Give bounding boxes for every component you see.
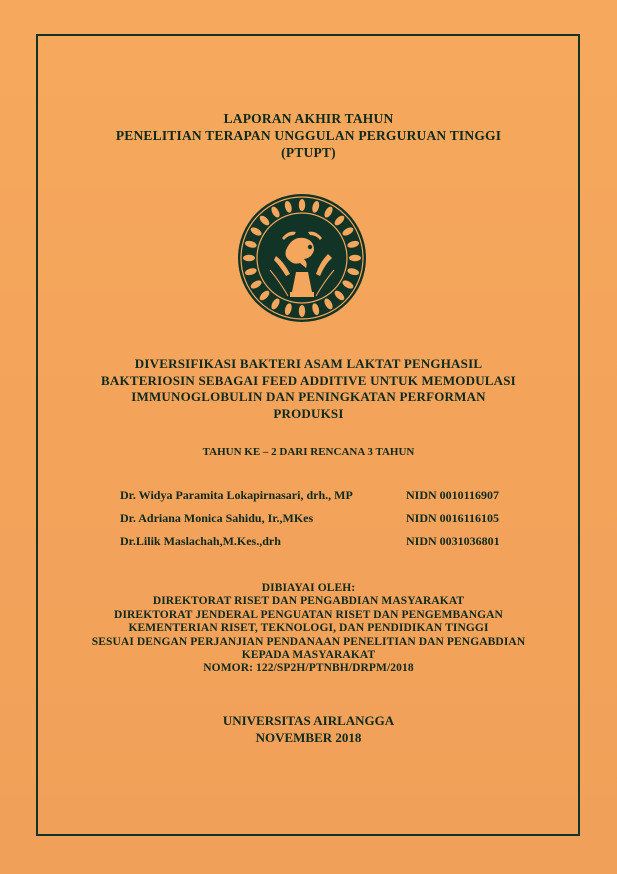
report-title-line: PENELITIAN TERAPAN UNGGULAN PERGURUAN TINGGI <box>115 128 502 143</box>
funding-line: DIREKTORAT RISET DAN PENGABDIAN MASYARAKAT <box>152 595 465 608</box>
author-row <box>120 486 560 509</box>
year-info: TAHUN KE – 2 DARI RENCANA 3 TAHUN <box>202 446 415 458</box>
funding-line: KEMENTERIAN RISET, TEKNOLOGI, DAN PENDIDIKAN TINGGI <box>128 622 489 635</box>
report-title-line: LAPORAN AKHIR TAHUN <box>223 111 394 126</box>
funding-line: NOMOR: 122/SP2H/PTNBH/DRPM/2018 <box>203 662 414 675</box>
report-title <box>0 110 617 161</box>
research-title-line: PRODUKSI <box>273 405 344 421</box>
author-row <box>120 532 560 555</box>
author-name: Dr. Widya Paramita Lokapirnasari, drh., MP <box>120 488 353 502</box>
research-title-line: BAKTERIOSIN SEBAGAI FEED ADDITIVE UNTUK MEMODULASI <box>101 372 516 388</box>
author-name: Dr. Adriana Monica Sahidu, Ir.,MKes <box>120 511 314 525</box>
research-title-line: IMMUNOGLOBULIN DAN PENINGKATAN PERFORMAN <box>131 389 486 404</box>
funding-statement <box>0 582 617 676</box>
author-row <box>120 509 560 532</box>
author-nidn: NIDN 0010116907 <box>406 488 500 502</box>
author-name: Dr.Lilik Maslachah,M.Kes.,drh <box>120 534 281 548</box>
funding-line: SESUAI DENGAN PERJANJIAN PENDANAAN PENELITIAN DAN PENGABDIAN <box>91 635 526 648</box>
institution-name: UNIVERSITAS AIRLANGGA <box>222 713 395 728</box>
author-list <box>120 486 560 555</box>
author-nidn: NIDN 0031036801 <box>406 534 500 548</box>
funding-line: KEPADA MASYARAKAT <box>241 649 376 662</box>
funding-line: DIBIAYAI OLEH: <box>261 582 356 594</box>
report-title-line: (PTUPT) <box>281 145 336 160</box>
research-title-line: DIVERSIFIKASI BAKTERI ASAM LAKTAT PENGHASIL <box>134 356 483 371</box>
institution-block <box>0 712 617 746</box>
report-date: NOVEMBER 2018 <box>255 730 362 745</box>
university-seal-icon <box>236 192 368 324</box>
author-nidn: NIDN 0016116105 <box>406 511 500 525</box>
research-title <box>0 356 617 422</box>
funding-line: DIREKTORAT JENDERAL PENGUATAN RISET DAN PENGEMBANGAN <box>114 608 503 621</box>
